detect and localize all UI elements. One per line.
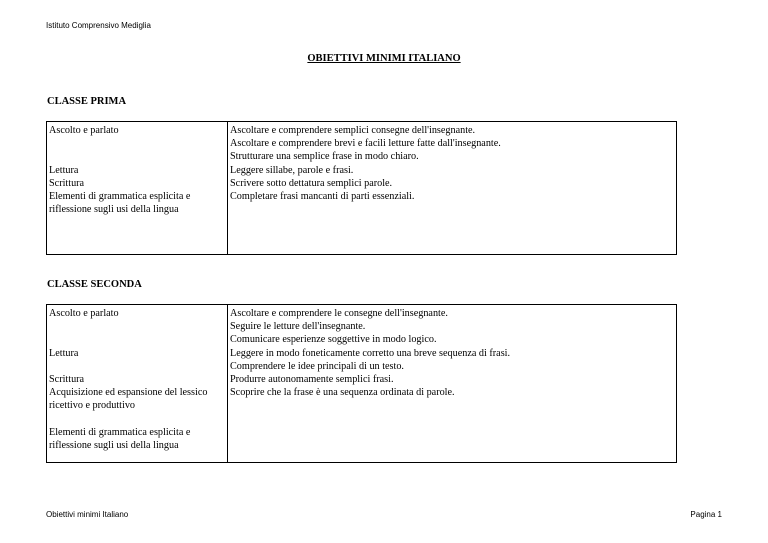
objectives-cell — [228, 122, 677, 255]
area-label: Scrittura — [49, 177, 85, 189]
section-heading-seconda: CLASSE SECONDA — [47, 279, 142, 290]
section-heading-prima: CLASSE PRIMA — [47, 96, 127, 107]
area-label: riflessione sugli usi della lingua — [49, 204, 179, 216]
objective-text: Scrivere sotto dettatura semplici parole. — [230, 177, 393, 189]
area-label: Lettura — [49, 347, 79, 359]
objective-text: Seguire le letture dell'insegnante. — [230, 321, 366, 333]
area-label: Elementi di grammatica esplicita e — [49, 426, 191, 438]
objective-text: Comprendere le idee principali di un testo. — [230, 360, 404, 372]
objective-text: Ascoltare e comprendere brevi e facili letture fatte dall'insegnante. — [230, 138, 501, 150]
area-label: Ascolto e parlato — [49, 308, 119, 319]
area-label: Lettura — [49, 164, 79, 176]
page-footer-left: Obiettivi minimi Italiano — [46, 510, 129, 519]
objectives-table-prima — [46, 121, 677, 255]
objective-text: Strutturare una semplice frase in modo chiaro. — [230, 151, 419, 163]
objective-text: Produrre autonomamente semplici frasi. — [230, 374, 394, 386]
page-header: Istituto Comprensivo Mediglia — [46, 21, 151, 30]
page-number: Pagina 1 — [690, 510, 722, 519]
document-title: OBIETTIVI MINIMI ITALIANO — [307, 53, 461, 64]
area-label: Acquisizione ed espansione del lessico — [49, 387, 208, 399]
area-label: Scrittura — [49, 373, 85, 385]
objective-text: Ascoltare e comprendere le consegne dell'insegnante. — [230, 308, 448, 319]
objective-text: Ascoltare e comprendere semplici consegne dell'insegnante. — [230, 125, 476, 136]
objectives-table-seconda — [46, 304, 677, 463]
objective-text: Leggere sillabe, parole e frasi. — [230, 164, 354, 176]
objective-text: Scoprire che la frase è una sequenza ordinata di parole. — [230, 387, 455, 399]
areas-cell — [47, 305, 228, 463]
area-label: Elementi di grammatica esplicita e — [49, 190, 191, 202]
objective-text: Completare frasi mancanti di parti essenziali. — [230, 191, 415, 203]
objective-text: Comunicare esperienze soggettive in modo logico. — [230, 334, 437, 346]
objective-text: Leggere in modo foneticamente corretto una breve sequenza di frasi. — [230, 347, 511, 359]
objectives-cell — [228, 305, 677, 463]
area-label: Ascolto e parlato — [49, 125, 119, 136]
area-label: riflessione sugli usi della lingua — [49, 439, 179, 451]
area-label: ricettivo e produttivo — [49, 400, 136, 412]
areas-cell — [47, 122, 228, 255]
